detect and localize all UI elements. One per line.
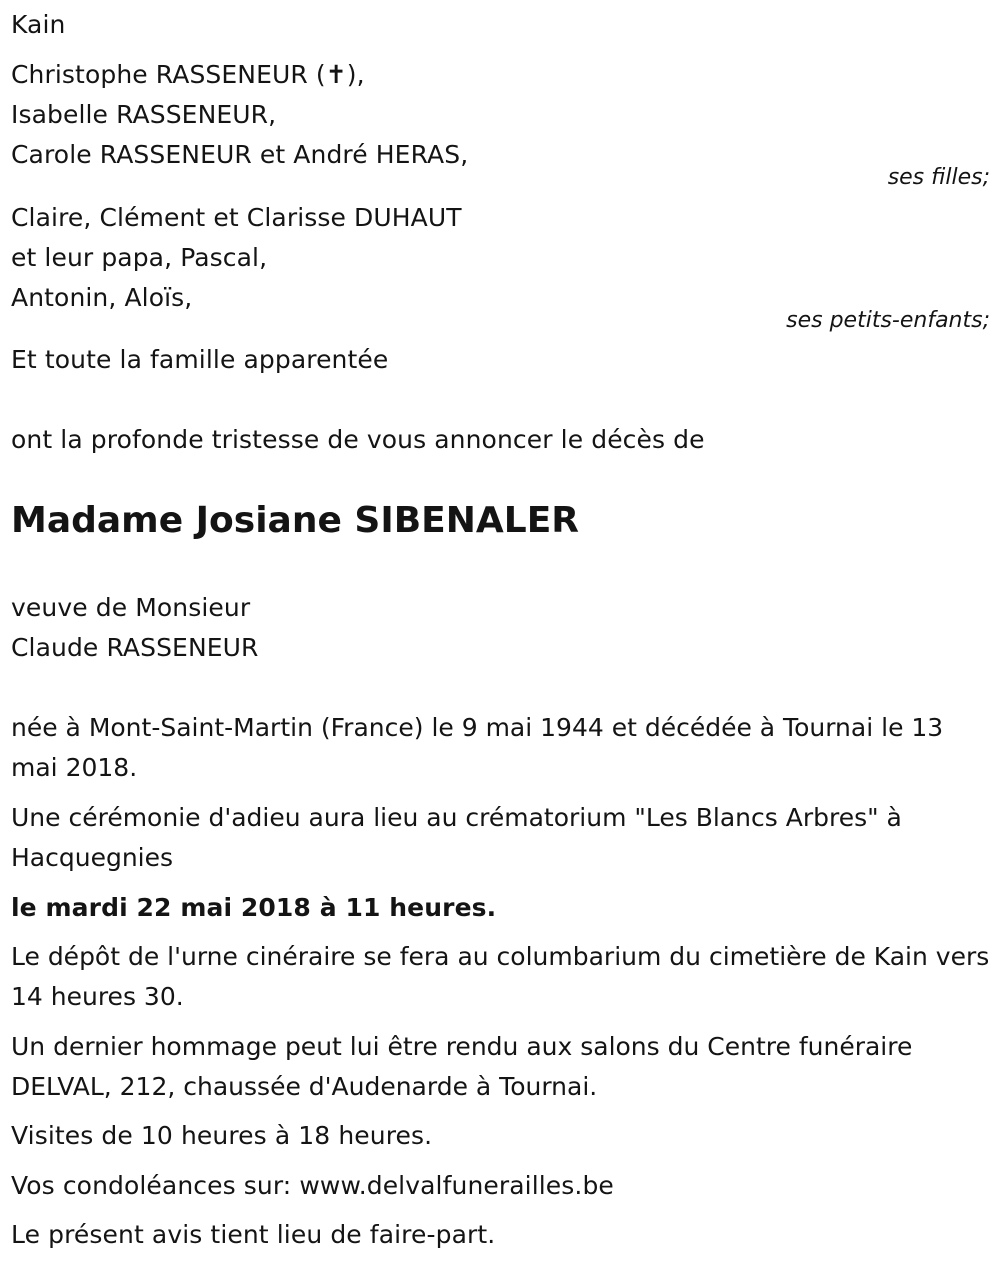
grandchild-line-3: Antonin, Aloïs, [11, 283, 193, 312]
tribute: Un dernier hommage peut lui être rendu aux salons du Centre funéraire DELVAL, 212, chaussée d'Audenarde à Tournai. [11, 1032, 913, 1101]
condolences: Vos condoléances sur: www.delvalfunerailles.be [11, 1171, 614, 1200]
widow-of-line-1: veuve de Monsieur [11, 593, 251, 622]
grandchildren-role: ses petits-enfants; [786, 308, 990, 333]
deceased-name: Madame Josiane SIBENALER [11, 500, 580, 541]
family-child-2: Isabelle RASSENEUR, [11, 100, 277, 129]
grandchild-line-2: et leur papa, Pascal, [11, 243, 268, 272]
closing: Le présent avis tient lieu de faire-part. [11, 1220, 496, 1249]
announcement: ont la profonde tristesse de vous annoncer le décès de [11, 425, 705, 454]
ceremony: Une cérémonie d'adieu aura lieu au crématorium "Les Blancs Arbres" à Hacquegnies [11, 803, 902, 872]
children-role: ses filles; [887, 165, 990, 190]
birth-death: née à Mont-Saint-Martin (France) le 9 mai 1944 et décédée à Tournai le 13 mai 2018. [11, 713, 944, 782]
grandchild-line-1: Claire, Clément et Clarisse DUHAUT [11, 203, 462, 232]
widow-of-line-2: Claude RASSENEUR [11, 633, 259, 662]
place: Kain [11, 10, 66, 39]
urn-deposit: Le dépôt de l'urne cinéraire se fera au columbarium du cimetière de Kain vers 14 heures 30. [11, 942, 990, 1011]
visits: Visites de 10 heures à 18 heures. [11, 1121, 433, 1150]
ceremony-date: le mardi 22 mai 2018 à 11 heures. [11, 893, 497, 922]
family-child-3: Carole RASSENEUR et André HERAS, [11, 140, 469, 169]
family-child-1: Christophe RASSENEUR (✝), [11, 60, 365, 89]
extended-family: Et toute la famille apparentée [11, 345, 389, 374]
